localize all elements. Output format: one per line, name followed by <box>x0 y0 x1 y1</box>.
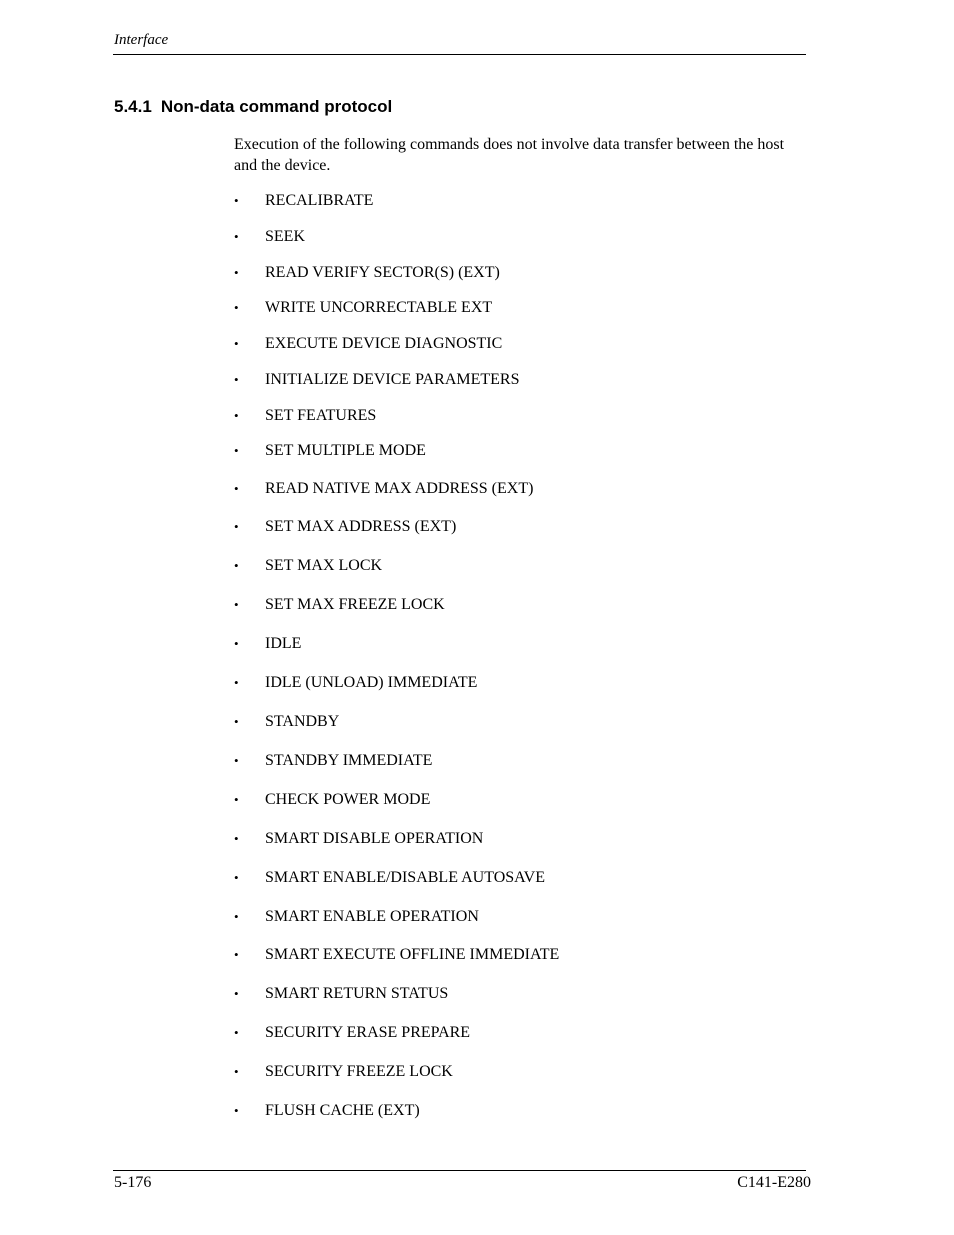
bullet-icon: • <box>234 558 239 573</box>
bullet-icon: • <box>234 193 239 208</box>
list-item <box>234 1101 420 1121</box>
list-item <box>234 1062 453 1082</box>
bullet-icon: • <box>234 753 239 768</box>
bullet-icon: • <box>234 229 239 244</box>
command-label: SECURITY FREEZE LOCK <box>265 1063 453 1080</box>
footer-rule <box>113 1170 806 1171</box>
bullet-icon: • <box>234 870 239 885</box>
bullet-icon: • <box>234 831 239 846</box>
bullet-icon: • <box>234 636 239 651</box>
command-label: CHECK POWER MODE <box>265 791 431 808</box>
section-heading <box>114 97 392 117</box>
bullet-icon: • <box>234 1025 239 1040</box>
bullet-icon: • <box>234 714 239 729</box>
command-label: SET MAX LOCK <box>265 557 383 574</box>
list-item <box>234 263 500 283</box>
list-item <box>234 370 520 390</box>
command-label: READ NATIVE MAX ADDRESS (EXT) <box>265 480 534 497</box>
command-label: READ VERIFY SECTOR(S) (EXT) <box>265 264 500 281</box>
bullet-icon: • <box>234 909 239 924</box>
list-item <box>234 829 483 849</box>
command-label: SECURITY ERASE PREPARE <box>265 1024 471 1041</box>
command-label: WRITE UNCORRECTABLE EXT <box>265 299 493 316</box>
running-header: Interface <box>114 32 169 48</box>
bullet-icon: • <box>234 300 239 315</box>
list-item <box>234 406 376 426</box>
command-label: IDLE (UNLOAD) IMMEDIATE <box>265 674 478 691</box>
bullet-icon: • <box>234 1064 239 1079</box>
command-label: SET FEATURES <box>265 407 377 424</box>
command-label: STANDBY <box>265 713 340 730</box>
section-title: Non-data command protocol <box>160 97 393 116</box>
header-rule <box>113 54 806 55</box>
list-item <box>234 595 445 615</box>
command-label: IDLE <box>265 635 302 652</box>
list-item <box>234 556 382 576</box>
page-number: 5-176 <box>114 1174 152 1191</box>
command-label: SMART RETURN STATUS <box>265 985 449 1002</box>
command-label: SMART ENABLE/DISABLE AUTOSAVE <box>265 869 545 886</box>
list-item <box>234 441 426 461</box>
document-code: C141-E280 <box>737 1174 811 1191</box>
command-label: STANDBY IMMEDIATE <box>265 752 433 769</box>
list-item <box>234 945 559 965</box>
command-label: FLUSH CACHE (EXT) <box>265 1102 420 1119</box>
list-item <box>234 790 430 810</box>
command-label: SMART ENABLE OPERATION <box>265 908 479 925</box>
bullet-icon: • <box>234 1103 239 1118</box>
command-label: SEEK <box>265 228 305 245</box>
list-item <box>234 227 305 247</box>
list-item <box>234 868 545 888</box>
command-label: SMART EXECUTE OFFLINE IMMEDIATE <box>265 946 560 963</box>
list-item <box>234 479 533 499</box>
bullet-icon: • <box>234 519 239 534</box>
bullet-icon: • <box>234 408 239 423</box>
bullet-icon: • <box>234 372 239 387</box>
bullet-icon: • <box>234 481 239 496</box>
section-number: 5.4.1 <box>114 97 152 116</box>
list-item <box>234 907 479 927</box>
bullet-icon: • <box>234 947 239 962</box>
list-item <box>234 634 301 654</box>
bullet-icon: • <box>234 792 239 807</box>
list-item <box>234 517 456 537</box>
command-label: SET MAX ADDRESS (EXT) <box>265 518 457 535</box>
command-label: SMART DISABLE OPERATION <box>265 830 484 847</box>
command-label: EXECUTE DEVICE DIAGNOSTIC <box>265 335 503 352</box>
bullet-icon: • <box>234 265 239 280</box>
bullet-icon: • <box>234 986 239 1001</box>
bullet-icon: • <box>234 675 239 690</box>
command-label: SET MAX FREEZE LOCK <box>265 596 445 613</box>
bullet-icon: • <box>234 443 239 458</box>
list-item <box>234 751 432 771</box>
list-item <box>234 984 448 1004</box>
bullet-icon: • <box>234 597 239 612</box>
list-item <box>234 298 492 318</box>
command-label: INITIALIZE DEVICE PARAMETERS <box>265 371 520 388</box>
list-item <box>234 673 477 693</box>
list-item <box>234 334 502 354</box>
command-label: RECALIBRATE <box>265 192 374 209</box>
command-label: SET MULTIPLE MODE <box>265 442 426 459</box>
bullet-icon: • <box>234 336 239 351</box>
intro-paragraph: Execution of the following commands does not involve data transfer between the host and the device. <box>234 136 785 174</box>
list-item <box>234 1023 470 1043</box>
list-item <box>234 191 373 211</box>
list-item <box>234 712 339 732</box>
